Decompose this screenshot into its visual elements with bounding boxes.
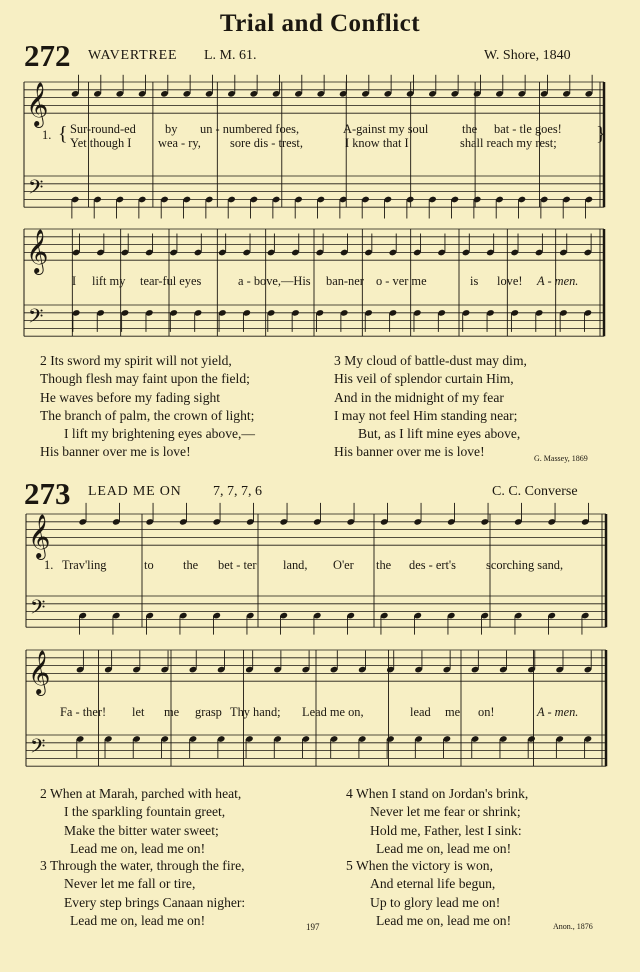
lyric-syllable: scorching sand, [486,558,564,572]
lyric-syllable: land, [283,558,308,572]
lyric-brace: } [596,123,606,145]
verse-line: His banner over me is love! [334,444,485,460]
verse-line: I the sparkling fountain greet, [64,804,226,820]
verse-line: Lead me on, lead me on! [70,912,206,928]
lyric-syllable: the [183,558,199,572]
page-title: Trial and Conflict [219,10,421,37]
composer-credit: C. C. Converse [492,484,578,499]
lyric-syllable: the [462,122,478,136]
verse-line: Lead me on, lead me on! [376,912,512,928]
verse-line: Make the bitter water sweet; [64,822,219,838]
verse-line: The branch of palm, the crown of light; [40,407,255,423]
hymn-number: 272 [24,38,71,73]
verse-line: I may not feel Him standing near; [334,407,518,423]
lyric-syllable: I know that I [345,136,409,150]
lyric-syllable: let [132,705,145,719]
verse-block [40,785,241,858]
verse-block [40,352,255,462]
lyric-syllable: Yet though I [70,136,132,150]
lyric-syllable: on! [478,705,495,719]
verse-line: Up to glory lead me on! [370,894,501,910]
verse-block [346,785,528,858]
verse-block [346,857,511,930]
verse-line: Never let me fall or tire, [64,876,196,892]
lyric-syllable: bat - tle goes! [494,122,562,136]
hymn-number: 273 [24,476,71,511]
lyric-syllable: love! [497,274,523,288]
composer-credit: W. Shore, 1840 [484,48,571,63]
lyric-syllable: lift my [92,274,126,288]
bass-clef-icon: 𝄢 [30,595,46,624]
verse-line: Though flesh may faint upon the field; [40,371,250,387]
lyric-syllable: me [164,705,180,719]
lyric-syllable: bet - ter [218,558,257,572]
page-number: 197 [306,922,320,932]
lyric-syllable: des - ert's [409,558,456,572]
treble-clef-icon: 𝄞 [28,650,51,695]
verse-number: 1. [42,128,52,142]
verse-block [334,352,527,462]
tune-name: WAVERTREE [88,48,178,63]
verse-line: And in the midnight of my fear [334,389,504,405]
verse-line: I lift my brightening eyes above,— [64,426,256,442]
lyric-syllable: o - ver me [376,274,427,288]
lyric-syllable: A-gainst my soul [343,122,429,136]
lyric-syllable: a - bove,—His [238,274,311,288]
lyric-syllable: Lead me on, [302,705,364,719]
lyric-brace: { [58,123,68,145]
verse-line: Lead me on, lead me on! [70,840,206,856]
lyric-syllable: O'er [333,558,354,572]
treble-clef-icon: 𝄞 [26,82,49,127]
lyric-syllable: by [165,122,178,136]
lyric-syllable: to [144,558,154,572]
treble-clef-icon: 𝄞 [28,514,51,559]
text-credit: G. Massey, 1869 [534,454,588,463]
verse-line: Every step brings Canaan nigher: [64,894,246,910]
lyric-syllable: I [72,274,77,288]
verse-line: Never let me fear or shrink; [370,804,521,820]
bass-clef-icon: 𝄢 [28,175,44,204]
lyric-syllable: tear-ful eyes [140,274,202,288]
verse-line: 2 When at Marah, parched with heat, [40,786,242,801]
lyric-syllable: the [376,558,392,572]
verse-line: 3 My cloud of battle-dust may dim, [334,353,527,368]
verse-number: 1. [44,558,54,572]
lyric-syllable: lead [410,705,431,719]
bass-clef-icon: 𝄢 [28,304,44,333]
verse-line: His veil of splendor curtain Him, [334,371,514,387]
verse-line: 2 Its sword my spirit will not yield, [40,353,232,368]
lyric-syllable: is [470,274,479,288]
lyric-syllable: Sur-round-ed [70,122,136,136]
amen-label: A - men. [537,274,579,288]
verse-line: And eternal life begun, [370,876,496,892]
lyric-syllable: un - numbered foes, [200,122,300,136]
meter: L. M. 61. [204,48,257,63]
verse-line: His banner over me is love! [40,444,191,460]
verse-line: 5 When the victory is won, [346,858,493,873]
verse-line: 4 When I stand on Jordan's brink, [346,786,529,801]
lyric-syllable: sore dis - trest, [230,136,303,150]
verse-line: 3 Through the water, through the fire, [40,858,245,873]
lyric-syllable: ban-ner [326,274,364,288]
tune-name: LEAD ME ON [88,484,182,499]
meter: 7, 7, 7, 6 [213,484,262,499]
verse-line: Lead me on, lead me on! [376,840,512,856]
amen-label: A - men. [537,705,579,719]
lyric-syllable: Thy hand; [230,705,281,719]
lyric-syllable: grasp [195,705,222,719]
verse-line: But, as I lift mine eyes above, [358,426,521,442]
bass-clef-icon: 𝄢 [30,734,46,763]
text-credit: Anon., 1876 [553,922,593,931]
verse-block [40,857,245,930]
lyric-syllable: wea - ry, [158,136,201,150]
lyric-syllable: me [445,705,461,719]
treble-clef-icon: 𝄞 [26,229,49,274]
verse-line: He waves before my fading sight [40,389,221,405]
lyric-syllable: Fa - ther! [60,705,107,719]
verse-line: Hold me, Father, lest I sink: [370,822,522,838]
lyric-syllable: shall reach my rest; [460,136,557,150]
lyric-syllable: Trav'ling [62,558,107,572]
